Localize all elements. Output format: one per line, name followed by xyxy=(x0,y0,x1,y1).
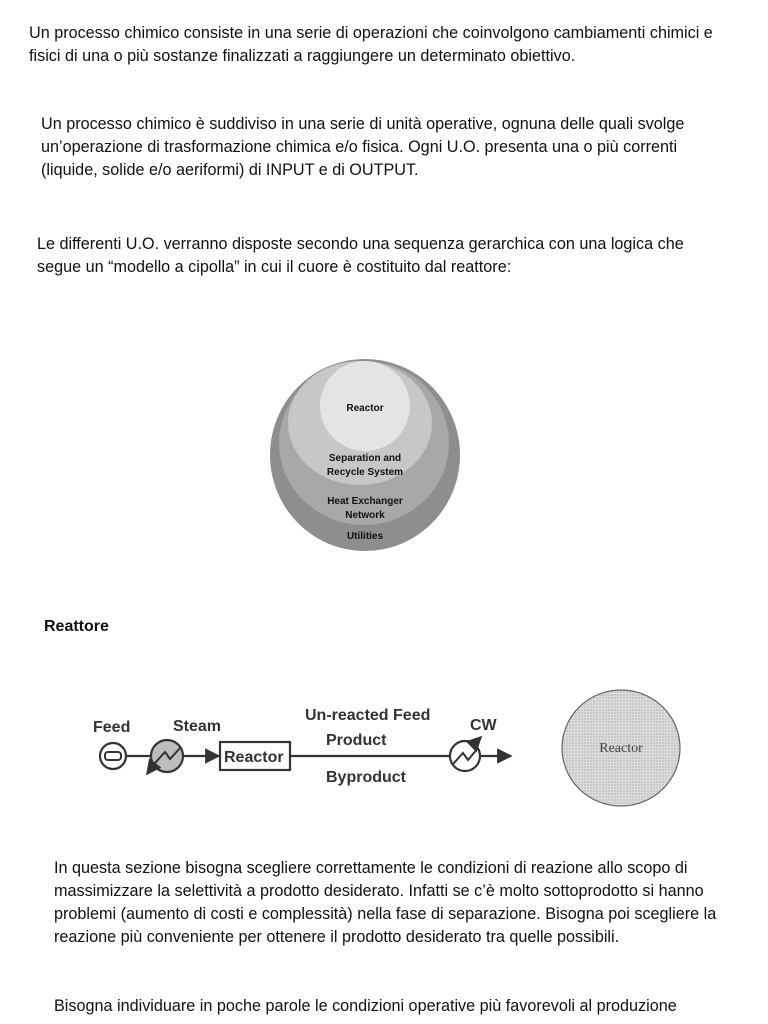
cw-label: CW xyxy=(470,717,497,734)
selectivity-paragraph: In questa sezione bisogna scegliere correttamente le condizioni di reazione allo scopo di massimizzare la selettività a prodotto desiderato. Infatti se c’è molto sottoprodotto si hanno problemi (aumento di costi e complessità) nella fase di separazione. Bisogna poi scegliere la reazione più conveniente per ottenere il prodotto desiderato tra quelle possibili. xyxy=(54,859,717,946)
product-label: Product xyxy=(326,732,387,749)
reactor-circle-label: Reactor xyxy=(599,741,643,756)
operating-conditions-paragraph: Bisogna individuare in poche parole le condizioni operative più favorevoli al produzione xyxy=(54,997,677,1015)
intro-paragraph: Un processo chimico consiste in una serie di operazioni che coinvolgono cambiamenti chimici e fisici di una o più sostanze finalizzati a raggiungere un determinato obiettivo. xyxy=(29,24,713,65)
reactor-flowsheet xyxy=(85,697,535,807)
utilities-layer-label: Utilities xyxy=(346,531,384,542)
reactor-circle xyxy=(560,688,682,808)
steam-heater-icon xyxy=(147,740,183,774)
separation-layer-label: Separation and Recycle System xyxy=(326,453,404,478)
onion-model-paragraph: Le differenti U.O. verranno disposte secondo una sequenza gerarchica con una logica che segue un “modello a cipolla” in cui il cuore è costituito dal reattore: xyxy=(37,235,684,276)
steam-label: Steam xyxy=(173,718,222,735)
byproduct-label: Byproduct xyxy=(326,769,406,786)
reactor-layer-label: Reactor xyxy=(346,403,384,414)
pump-icon xyxy=(100,743,126,769)
cooler-icon xyxy=(450,737,481,771)
unreacted-feed-label: Un-reacted Feed xyxy=(305,707,431,724)
unit-operations-paragraph: Un processo chimico è suddiviso in una serie di unità operative, ognuna delle quali svolge un’operazione di trasformazione chimica e/o fisica. Ogni U.O. presenta una o più correnti (liquide, solide e/o aeriformi) di INPUT e di OUTPUT. xyxy=(41,115,685,179)
heat-exchanger-layer-label: Heat Exchanger Network xyxy=(327,496,403,521)
feed-label: Feed xyxy=(93,719,131,736)
section-heading: Reattore xyxy=(44,618,109,635)
reactor-box-label: Reactor xyxy=(224,749,284,766)
onion-model-diagram xyxy=(270,359,460,551)
